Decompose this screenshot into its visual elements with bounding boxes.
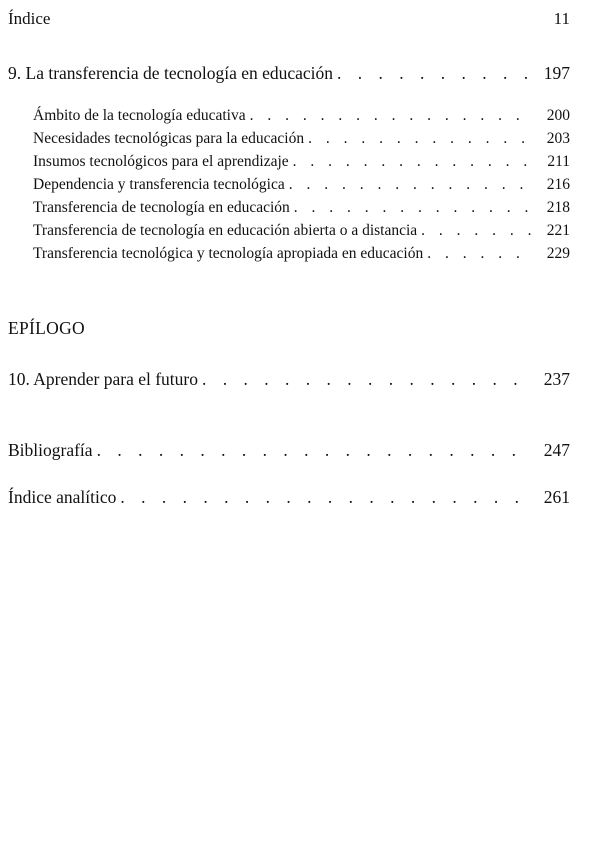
dot-leader xyxy=(333,62,532,84)
dot-leader xyxy=(198,368,532,390)
toc-entry-section[interactable] xyxy=(33,129,570,149)
toc-entry-page: 237 xyxy=(543,369,570,389)
dot-leader xyxy=(93,439,532,461)
dot-leader xyxy=(290,198,532,218)
toc-entry-page: 211 xyxy=(547,153,570,170)
toc-entry-page: 203 xyxy=(546,130,570,147)
toc-entry-label: 10. Aprender para el futuro xyxy=(8,369,198,389)
toc-entry-label: Insumos tecnológicos para el aprendizaje xyxy=(33,153,289,170)
toc-entry-page: 229 xyxy=(546,245,570,262)
toc-entry-chapter-9[interactable] xyxy=(8,62,570,84)
dot-leader xyxy=(116,486,532,508)
toc-entry-page: 197 xyxy=(543,63,570,83)
running-head xyxy=(8,6,570,32)
dot-leader xyxy=(285,175,532,195)
toc-entry-label: Índice analítico xyxy=(8,487,117,507)
toc-entry-section[interactable] xyxy=(33,106,570,126)
toc-entry-page: 200 xyxy=(546,107,570,124)
dot-leader xyxy=(304,129,532,149)
epilogue-heading: EPÍLOGO xyxy=(8,318,85,338)
toc-entry-label: Necesidades tecnológicas para la educación xyxy=(33,130,305,147)
page-number: 11 xyxy=(553,9,570,28)
toc-entry-label: Transferencia tecnológica y tecnología apropiada en educación xyxy=(33,245,424,262)
toc-entry-chapter-10[interactable] xyxy=(8,368,570,390)
toc-entry-analytic-index[interactable] xyxy=(8,486,570,508)
toc-entry-label: Ámbito de la tecnología educativa xyxy=(33,107,246,124)
toc-entry-label: 9. La transferencia de tecnología en educación xyxy=(8,63,334,83)
page-title: Índice xyxy=(8,9,51,28)
dot-leader xyxy=(417,221,532,241)
toc-entry-page: 218 xyxy=(546,199,570,216)
dot-leader xyxy=(423,244,532,264)
toc-entry-section[interactable] xyxy=(33,244,570,264)
toc-entry-bibliography[interactable] xyxy=(8,439,570,461)
toc-entry-label: Transferencia de tecnología en educación abierta o a distancia xyxy=(33,222,418,239)
toc-entry-label: Dependencia y transferencia tecnológica xyxy=(33,176,285,193)
toc-entry-section[interactable] xyxy=(33,175,570,195)
toc-entry-section[interactable] xyxy=(33,221,570,241)
toc-entry-section[interactable] xyxy=(33,198,570,218)
toc-entry-page: 247 xyxy=(543,440,570,460)
dot-leader xyxy=(289,152,532,172)
toc-entry-page: 221 xyxy=(546,222,570,239)
toc-entry-label: Bibliografía xyxy=(8,440,93,460)
toc-entry-page: 216 xyxy=(546,176,570,193)
toc-entry-label: Transferencia de tecnología en educación xyxy=(33,199,290,216)
toc-entry-page: 261 xyxy=(543,487,570,507)
dot-leader xyxy=(246,106,532,126)
toc-entry-section[interactable] xyxy=(33,152,570,172)
